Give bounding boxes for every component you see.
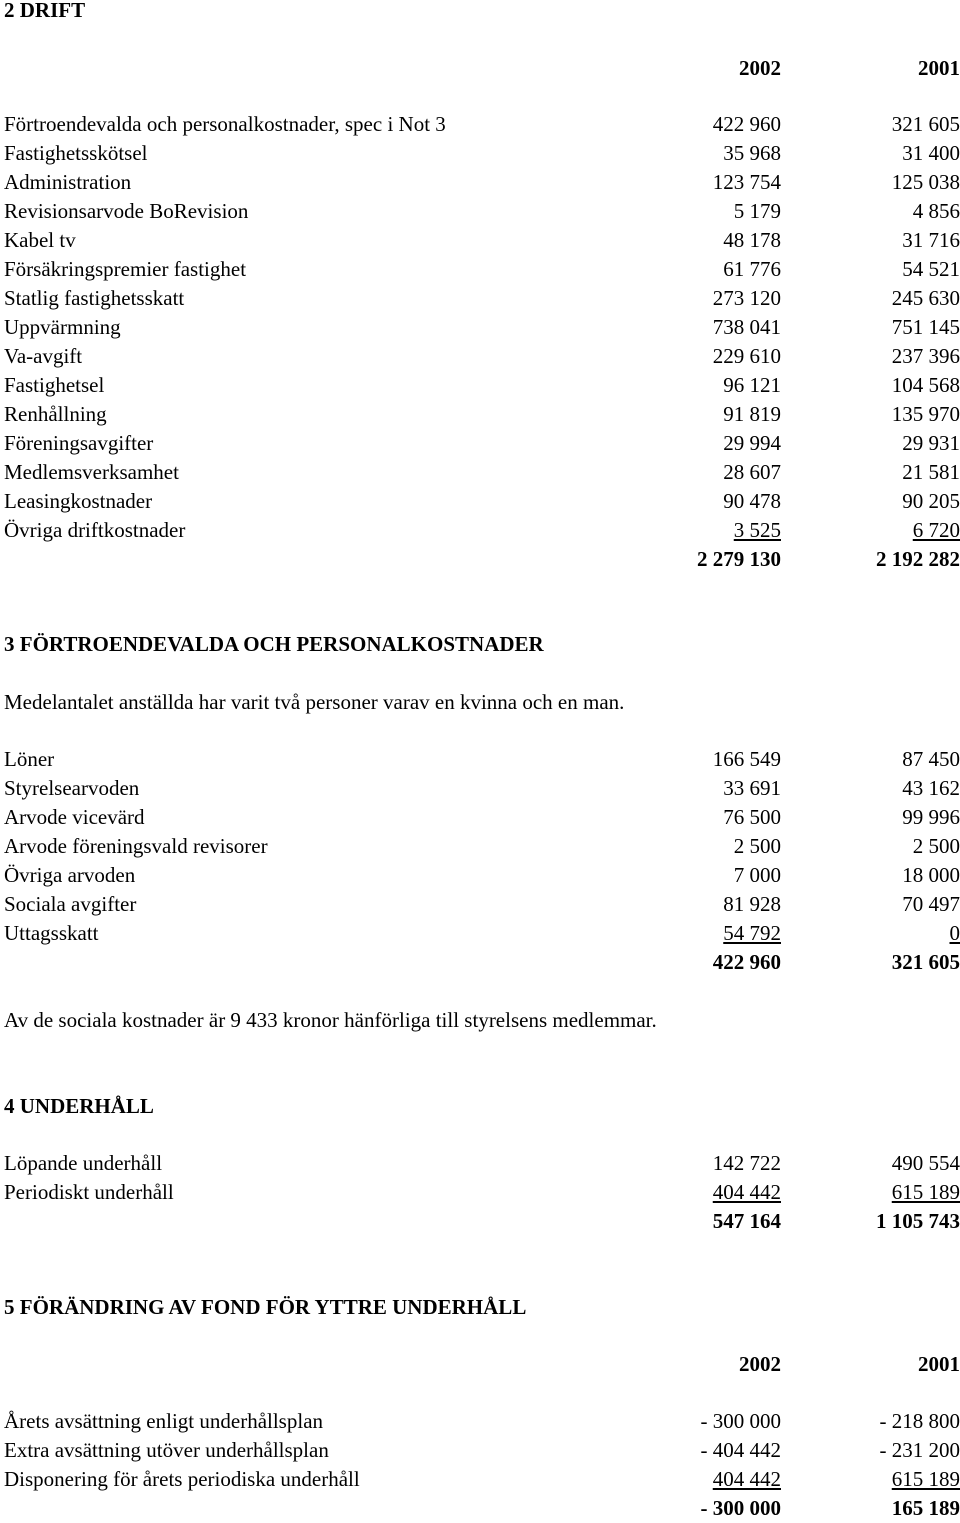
total-2002: 2 279 130 [697, 547, 781, 571]
row-value-2001: 43 162 [902, 776, 960, 800]
row-value-2002: 142 722 [712, 1151, 781, 1175]
row-value-2001: 31 716 [902, 228, 960, 252]
row-value-2002: 54 792 [723, 921, 781, 945]
table-row [4, 226, 960, 255]
row-value-2002: 2 500 [733, 834, 781, 858]
row-label: Övriga arvoden [4, 863, 136, 887]
table-row [4, 1149, 960, 1178]
row-value-2001: 615 189 [891, 1467, 960, 1491]
row-value-2002: 123 754 [712, 170, 781, 194]
total-2002: 422 960 [712, 950, 781, 974]
total-2001: 2 192 282 [876, 547, 960, 571]
table-row [4, 313, 960, 342]
section-heading-underhall: 4 UNDERHÅLL [4, 1094, 154, 1118]
row-label: Uttagsskatt [4, 921, 99, 945]
row-value-2001: 490 554 [891, 1151, 960, 1175]
table-row [4, 371, 960, 400]
row-label: Statlig fastighetsskatt [4, 286, 185, 310]
table-row [4, 429, 960, 458]
table-row [4, 400, 960, 429]
total-row [4, 1207, 960, 1236]
row-value-2002: 33 691 [723, 776, 781, 800]
table-row [4, 197, 960, 226]
row-value-2002: 738 041 [712, 315, 781, 339]
row-value-2002: 5 179 [733, 199, 781, 223]
row-label: Försäkringspremier fastighet [4, 257, 247, 281]
row-value-2001: 125 038 [891, 170, 960, 194]
row-value-2002: 81 928 [723, 892, 781, 916]
table-row [4, 745, 960, 774]
table-row [4, 342, 960, 371]
table-row [4, 861, 960, 890]
row-label: Förtroendevalda och personalkostnader, spec i Not 3 [4, 112, 446, 136]
row-label: Revisionsarvode BoRevision [4, 199, 249, 223]
row-value-2001: 70 497 [902, 892, 960, 916]
total-row [4, 948, 960, 977]
section-heading-drift: 2 DRIFT [4, 0, 86, 22]
table-row [4, 803, 960, 832]
row-label: Arvode vicevärd [4, 805, 145, 829]
row-value-2002: 3 525 [733, 518, 781, 542]
row-value-2002: 28 607 [723, 460, 781, 484]
row-label: Sociala avgifter [4, 892, 137, 916]
table-row [4, 1178, 960, 1207]
total-2001: 321 605 [891, 950, 960, 974]
row-value-2002: 229 610 [712, 344, 781, 368]
row-label: Föreningsavgifter [4, 431, 154, 455]
table-row [4, 890, 960, 919]
row-value-2002: 76 500 [723, 805, 781, 829]
table-row [4, 255, 960, 284]
row-value-2002: 404 442 [712, 1180, 781, 1204]
table-row [4, 284, 960, 313]
section-heading-personal: 3 FÖRTROENDEVALDA OCH PERSONALKOSTNADER [4, 632, 544, 656]
row-value-2002: 404 442 [712, 1467, 781, 1491]
table-row [4, 487, 960, 516]
row-label: Fastighetsel [4, 373, 105, 397]
row-value-2002: 422 960 [712, 112, 781, 136]
row-value-2002: 48 178 [723, 228, 781, 252]
row-label: Va-avgift [4, 344, 83, 368]
row-value-2001: 237 396 [891, 344, 960, 368]
row-value-2001: 90 205 [902, 489, 960, 513]
table-row [4, 458, 960, 487]
row-value-2001: 2 500 [912, 834, 960, 858]
row-label: Extra avsättning utöver underhållsplan [4, 1438, 329, 1462]
fond-year-2001: 2001 [918, 1352, 960, 1376]
table-row [4, 168, 960, 197]
row-label: Årets avsättning enligt underhållsplan [4, 1409, 324, 1433]
table-row [4, 774, 960, 803]
row-value-2001: 104 568 [891, 373, 960, 397]
row-value-2002: 7 000 [733, 863, 781, 887]
row-label: Uppvärmning [4, 315, 121, 339]
row-value-2001: 6 720 [912, 518, 960, 542]
fond-year-header-row [4, 1350, 960, 1379]
personal-intro: Medelantalet anställda har varit två personer varav en kvinna och en man. [4, 690, 625, 714]
row-label: Fastighetsskötsel [4, 141, 148, 165]
row-value-2001: 0 [949, 921, 960, 945]
row-value-2001: 135 970 [891, 402, 960, 426]
row-value-2001: 321 605 [891, 112, 960, 136]
year-2001: 2001 [918, 56, 960, 80]
section-heading-fond: 5 FÖRÄNDRING AV FOND FÖR YTTRE UNDERHÅLL [4, 1295, 527, 1319]
row-value-2001: 615 189 [891, 1180, 960, 1204]
table-row [4, 1436, 960, 1465]
row-label: Styrelsearvoden [4, 776, 140, 800]
row-label: Medlemsverksamhet [4, 460, 179, 484]
table-row [4, 516, 960, 545]
fond-year-2002: 2002 [739, 1352, 781, 1376]
row-value-2001: 21 581 [902, 460, 960, 484]
row-value-2002: 35 968 [723, 141, 781, 165]
row-label: Löner [4, 747, 55, 771]
row-label: Arvode föreningsvald revisorer [4, 834, 268, 858]
total-2001: 165 189 [891, 1496, 960, 1520]
total-2001: 1 105 743 [876, 1209, 960, 1233]
row-value-2001: 29 931 [902, 431, 960, 455]
row-label: Övriga driftkostnader [4, 518, 186, 542]
row-value-2001: - 231 200 [879, 1438, 960, 1462]
total-row [4, 1494, 960, 1523]
row-value-2001: 99 996 [902, 805, 960, 829]
row-value-2002: 96 121 [723, 373, 781, 397]
row-value-2001: 54 521 [902, 257, 960, 281]
total-2002: - 300 000 [700, 1496, 781, 1520]
year-header-row [4, 54, 960, 83]
table-row [4, 1465, 960, 1494]
total-2002: 547 164 [712, 1209, 781, 1233]
year-2002: 2002 [739, 56, 781, 80]
row-value-2002: 91 819 [723, 402, 781, 426]
table-row [4, 1407, 960, 1436]
row-label: Löpande underhåll [4, 1151, 163, 1175]
row-value-2002: 61 776 [723, 257, 781, 281]
row-label: Periodiskt underhåll [4, 1180, 174, 1204]
row-value-2002: 90 478 [723, 489, 781, 513]
row-value-2001: 245 630 [891, 286, 960, 310]
row-value-2002: 29 994 [723, 431, 781, 455]
row-value-2001: 18 000 [902, 863, 960, 887]
row-value-2001: 87 450 [902, 747, 960, 771]
row-value-2001: - 218 800 [879, 1409, 960, 1433]
table-row [4, 832, 960, 861]
table-row [4, 139, 960, 168]
personal-note: Av de sociala kostnader är 9 433 kronor hänförliga till styrelsens medlemmar. [4, 1008, 657, 1032]
row-label: Kabel tv [4, 228, 76, 252]
total-row [4, 545, 960, 574]
row-value-2001: 31 400 [902, 141, 960, 165]
row-value-2001: 751 145 [891, 315, 960, 339]
row-label: Disponering för årets periodiska underhåll [4, 1467, 360, 1491]
row-label: Leasingkostnader [4, 489, 153, 513]
row-value-2002: 273 120 [712, 286, 781, 310]
row-value-2002: 166 549 [712, 747, 781, 771]
table-row [4, 919, 960, 948]
row-value-2002: - 404 442 [700, 1438, 781, 1462]
row-label: Administration [4, 170, 132, 194]
row-label: Renhållning [4, 402, 107, 426]
row-value-2002: - 300 000 [700, 1409, 781, 1433]
row-value-2001: 4 856 [912, 199, 960, 223]
table-row [4, 110, 960, 139]
